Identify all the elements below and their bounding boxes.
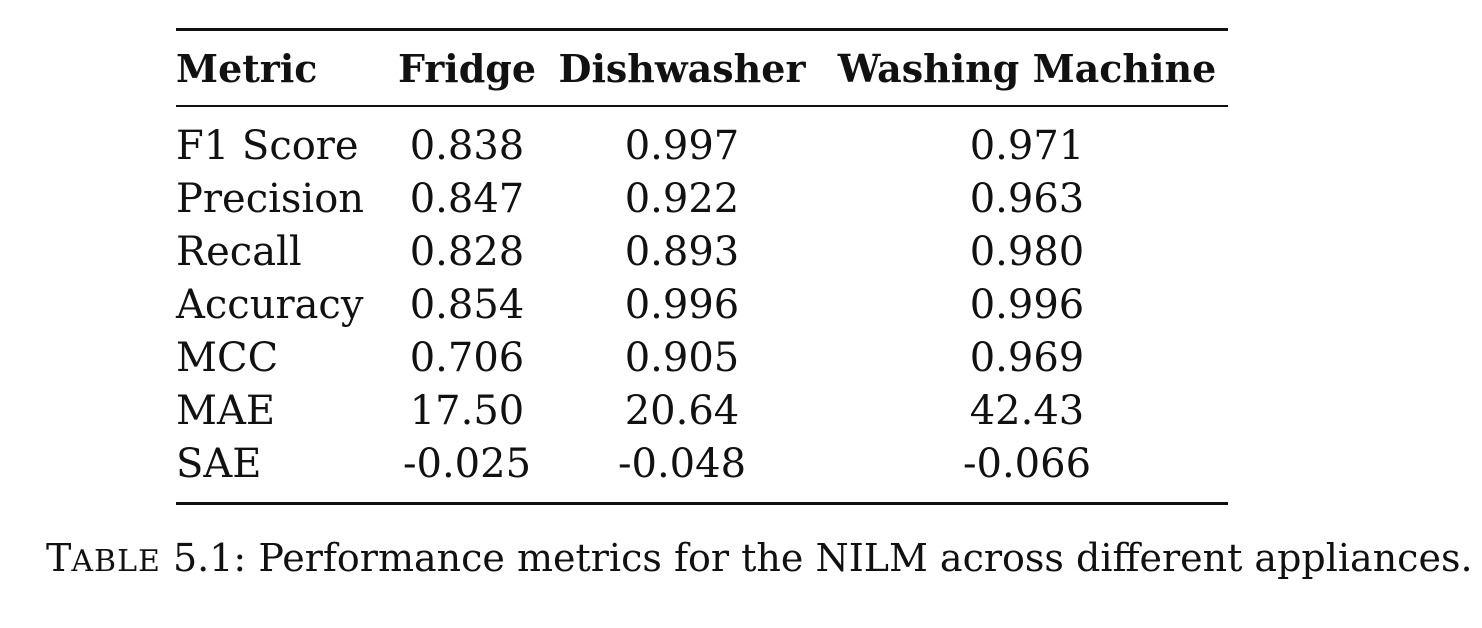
fridge-cell: 0.847 xyxy=(409,175,525,222)
washing-machine-cell: -0.066 xyxy=(962,440,1092,487)
metric-cell: F1 Score xyxy=(176,122,359,169)
fridge-cell: 0.838 xyxy=(409,122,525,169)
metric-cell: MCC xyxy=(176,334,279,381)
table-bottom-rule xyxy=(176,502,1228,505)
metric-cell: Recall xyxy=(176,228,302,275)
dishwasher-cell: 0.893 xyxy=(624,228,740,275)
dishwasher-cell: -0.048 xyxy=(617,440,747,487)
fridge-cell: 0.854 xyxy=(409,281,525,328)
header-row xyxy=(176,31,1228,105)
dishwasher-cell: 0.996 xyxy=(624,281,740,328)
washing-machine-cell: 0.980 xyxy=(969,228,1085,275)
table-row xyxy=(176,437,1228,490)
metrics-table xyxy=(176,31,1228,105)
metric-cell: Precision xyxy=(176,175,365,222)
table-row xyxy=(176,119,1228,172)
washing-machine-cell: 0.963 xyxy=(969,175,1085,222)
table-row xyxy=(176,331,1228,384)
washing-machine-cell: 0.969 xyxy=(969,334,1085,381)
dishwasher-cell: 20.64 xyxy=(624,387,740,434)
header-metric: Metric xyxy=(176,45,318,91)
table-row xyxy=(176,172,1228,225)
header-dishwasher: Dishwasher xyxy=(558,45,806,91)
washing-machine-cell: 0.971 xyxy=(969,122,1085,169)
metrics-table-body xyxy=(176,119,1228,490)
dishwasher-cell: 0.922 xyxy=(624,175,740,222)
dishwasher-cell: 0.997 xyxy=(624,122,740,169)
results-table xyxy=(176,28,1228,505)
dishwasher-cell: 0.905 xyxy=(624,334,740,381)
fridge-cell: 0.828 xyxy=(409,228,525,275)
caption-text: Performance metrics for the NILM across different appliances. xyxy=(258,536,1473,580)
washing-machine-cell: 0.996 xyxy=(969,281,1085,328)
metric-cell: MAE xyxy=(176,387,276,434)
caption-label-rest: ABLE xyxy=(71,544,161,579)
header-washing-machine: Washing Machine xyxy=(837,45,1217,91)
table-caption xyxy=(46,536,1473,580)
header-fridge: Fridge xyxy=(397,45,537,91)
table-row xyxy=(176,384,1228,437)
table-row xyxy=(176,225,1228,278)
washing-machine-cell: 42.43 xyxy=(969,387,1085,434)
caption-number: 5.1: xyxy=(173,536,247,580)
caption-label-initial: T xyxy=(46,536,72,580)
metric-cell: SAE xyxy=(176,440,262,487)
fridge-cell: -0.025 xyxy=(402,440,532,487)
metric-cell: Accuracy xyxy=(176,281,364,328)
table-row xyxy=(176,278,1228,331)
fridge-cell: 17.50 xyxy=(409,387,525,434)
fridge-cell: 0.706 xyxy=(409,334,525,381)
